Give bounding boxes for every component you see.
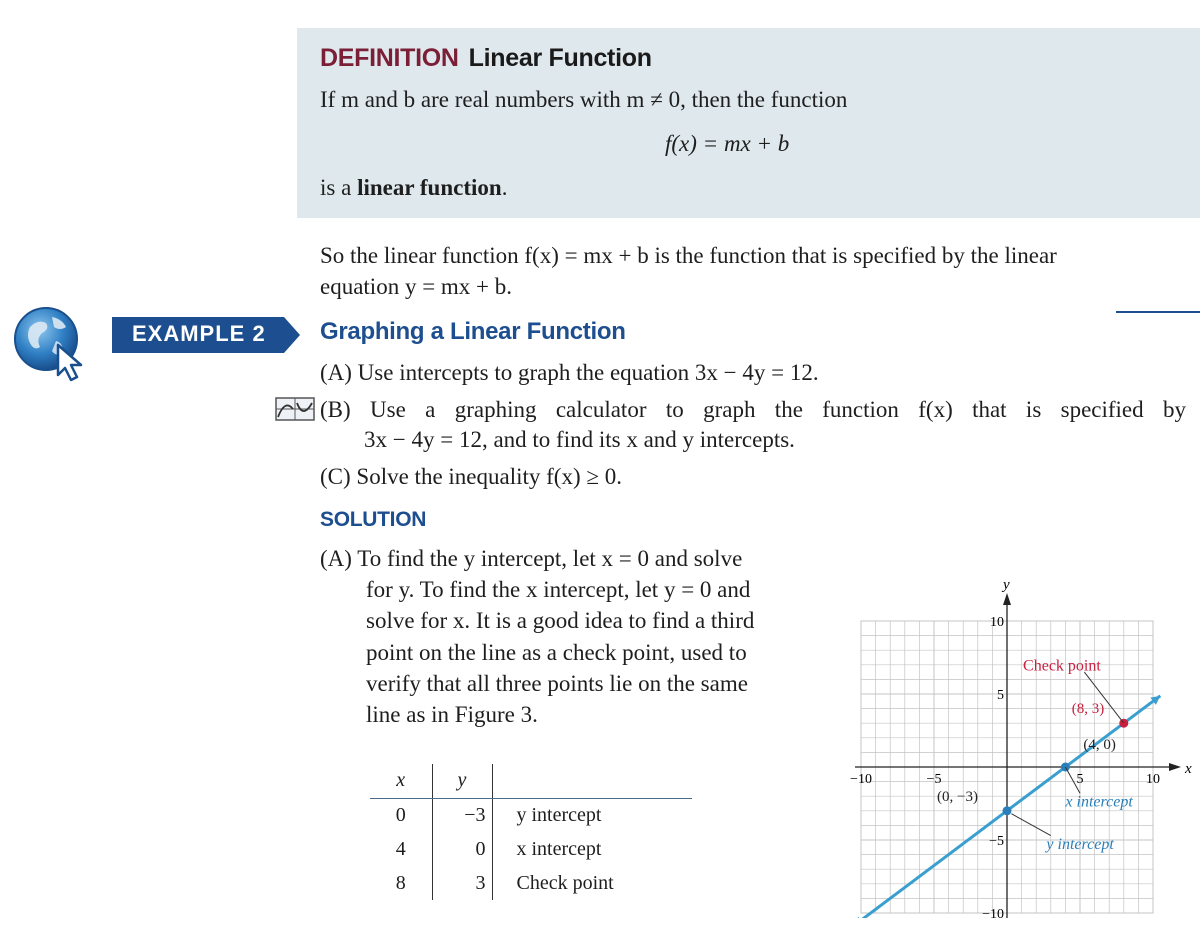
definition-keyword: DEFINITION [320,44,459,72]
annotation-label: y intercept [1046,835,1114,853]
x-tick-label: 5 [1076,772,1084,787]
solution-line-1: (A) To find the y intercept, let x = 0 and solve [320,546,743,571]
definition-line-3 [320,174,507,202]
table-header-label [492,764,692,798]
example-title: Graphing a Linear Function [320,318,626,345]
data-point-label: (4, 0) [1083,737,1116,753]
table-row [370,866,692,900]
table-cell-y: −3 [432,798,492,832]
globe-cursor-icon[interactable] [12,305,90,383]
table-cell-label: x intercept [516,837,602,860]
table-cell-label: y intercept [516,803,602,826]
data-point [1003,806,1012,815]
table-cell-y: 3 [432,866,492,900]
figure-3-graph [830,548,1200,918]
x-tick-label: −10 [850,772,872,787]
table-header-row [370,764,692,798]
intro-line-2: equation y = mx + b. [320,274,513,299]
example-part-c: (C) Solve the inequality f(x) ≥ 0. [320,464,622,489]
definition-term: linear function [357,175,502,200]
data-point-label: (8, 3) [1071,701,1105,718]
x-tick-label: −5 [926,772,942,787]
y-tick-label: 5 [997,688,1004,703]
table-cell-x: 8 [395,871,406,894]
y-tick-label: −10 [982,907,1004,918]
y-tick-label: −5 [989,834,1004,849]
y-axis-label: y [1003,577,1010,593]
solution-line-2: for y. To find the x intercept, let y = 0 and [366,577,751,602]
y-axis-arrow [1003,593,1011,605]
annotation-label: x intercept [1065,793,1133,811]
section-rule [1116,311,1200,313]
x-axis-label: x [1185,761,1192,777]
definition-line-1: If m and b are real numbers with m ≠ 0, then the function [320,87,848,112]
table-cell-x: 4 [395,837,406,860]
definition-line-3-suffix: . [501,175,508,200]
annotation-label: Check point [1023,657,1101,675]
x-tick-label: 10 [1146,772,1160,787]
example-banner [112,317,300,353]
table-header-x: x [370,764,432,798]
solution-line-6: line as in Figure 3. [366,702,538,727]
data-point-label: (0, −3) [937,788,978,805]
table-header-y: y [432,764,492,798]
solution-line-3: solve for x. It is a good idea to find a third [366,608,755,633]
example-part-a: (A) Use intercepts to graph the equation 3x − 4y = 12. [320,360,819,385]
definition-title: Linear Function [468,44,652,72]
definition-line-3-prefix: is a [320,175,358,200]
x-axis-arrow [1169,763,1181,771]
example-part-b-line-2: 3x − 4y = 12, and to find its x and y intercepts. [364,427,795,452]
example-part-b-line-1: (B) Use a graphing calculator to graph the function f(x) that is specified by [320,397,1186,422]
definition-formula: f(x) = mx + b [665,131,790,156]
solution-heading: SOLUTION [320,508,427,531]
data-point [1119,719,1128,728]
example-banner-label: EXAMPLE 2 [132,321,266,346]
table-cell-label: Check point [516,871,614,894]
solution-line-4: point on the line as a check point, used to [366,640,747,665]
y-tick-label: 10 [990,615,1004,630]
table-cell-x: 0 [395,803,406,826]
definition-heading [320,44,652,73]
solution-line-5: verify that all three points lie on the same [366,671,748,696]
table-cell-y: 0 [432,832,492,866]
table-row [370,798,692,832]
intro-line-1: So the linear function f(x) = mx + b is the function that is specified by the linear [320,243,1057,268]
points-table [370,764,692,900]
table-row [370,832,692,866]
graphing-calculator-icon [275,397,315,421]
